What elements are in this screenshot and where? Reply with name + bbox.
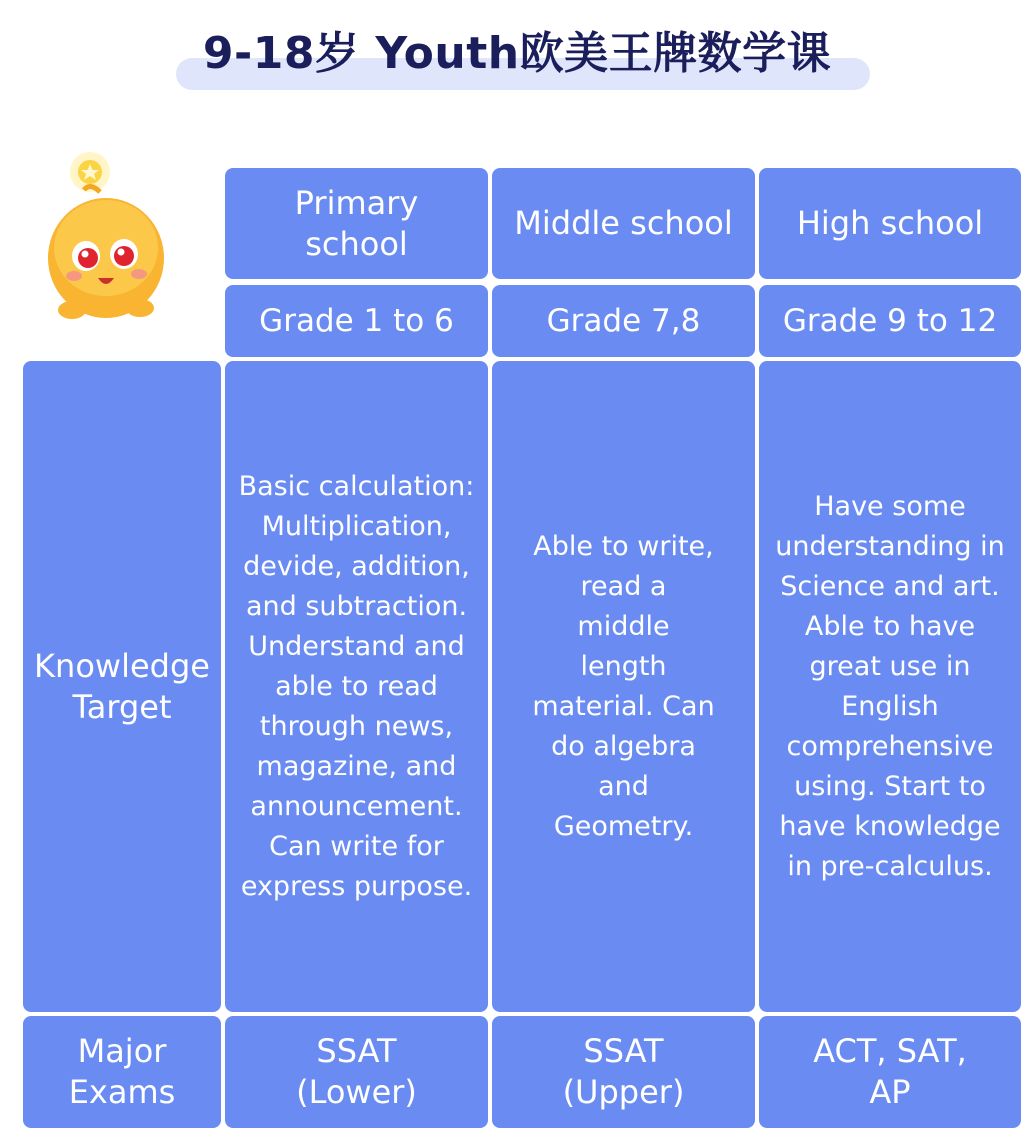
- row-label-major-exams: Major Exams: [23, 1016, 221, 1128]
- title-area: [0, 0, 1034, 110]
- grade-middle: Grade 7,8: [492, 285, 755, 357]
- mascot-icon: [44, 150, 184, 335]
- header-primary-school: Primary school: [225, 168, 488, 279]
- knowledge-middle: Able to write, read a middle length material. Can do algebra and Geometry.: [492, 361, 755, 1012]
- exam-middle: SSAT (Upper): [492, 1016, 755, 1128]
- grade-primary: Grade 1 to 6: [225, 285, 488, 357]
- header-middle-school: Middle school: [492, 168, 755, 279]
- knowledge-high: Have some understanding in Science and art. Able to have great use in English comprehensive using. Start to have knowledge in pre-calculus.: [759, 361, 1021, 1012]
- grade-high: Grade 9 to 12: [759, 285, 1021, 357]
- knowledge-primary: Basic calculation: Multiplication, devide, addition, and subtraction. Understand and able to read through news, magazine, and announcement. Can write for express purpose.: [225, 361, 488, 1012]
- header-high-school: High school: [759, 168, 1021, 279]
- exam-primary: SSAT (Lower): [225, 1016, 488, 1128]
- page-title: 9-18岁 Youth欧美王牌数学课: [202, 28, 832, 79]
- row-label-knowledge-target: Knowledge Target: [23, 361, 221, 1012]
- exam-high: ACT, SAT, AP: [759, 1016, 1021, 1128]
